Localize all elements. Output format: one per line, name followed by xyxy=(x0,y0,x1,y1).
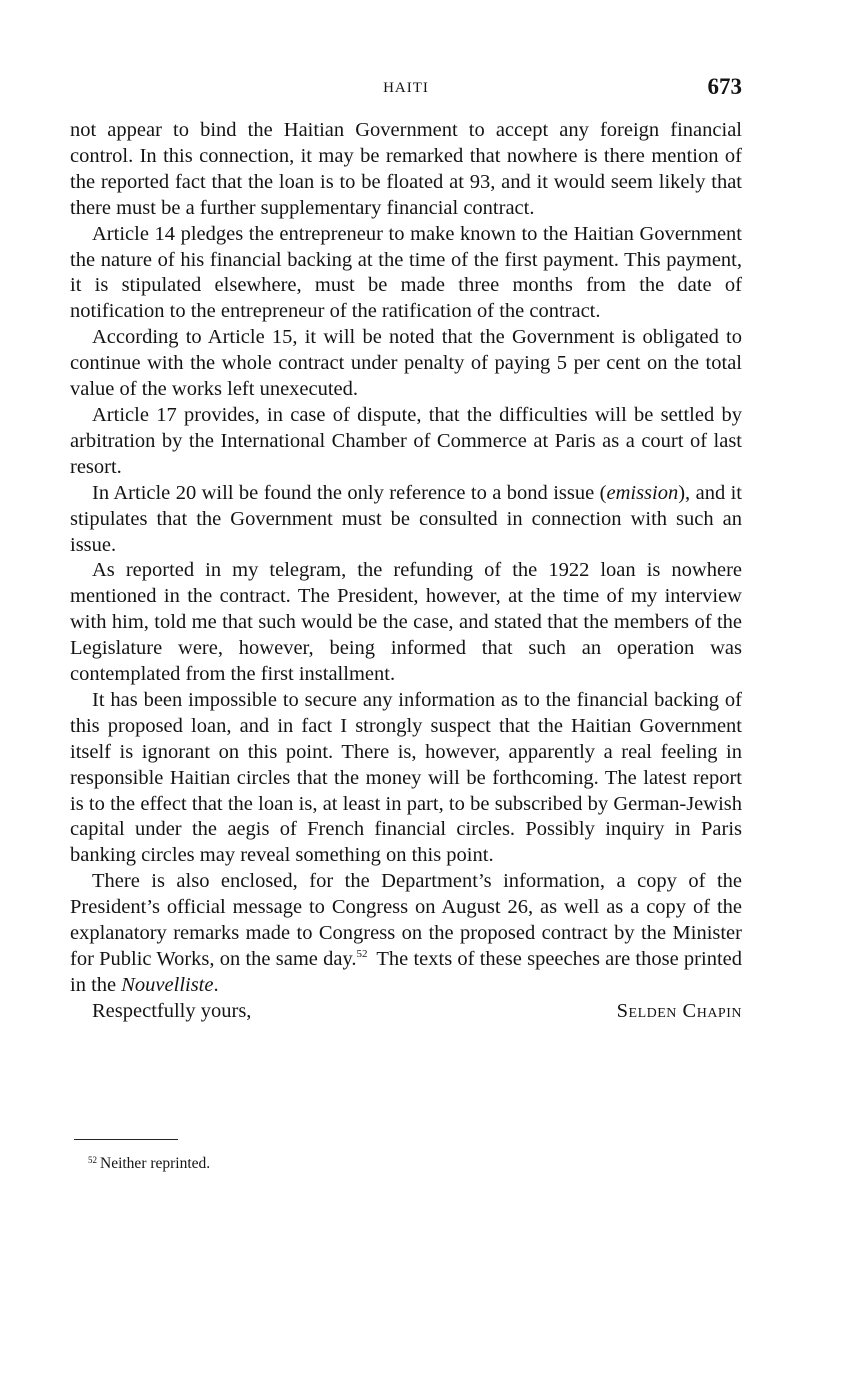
italic-term-emission: emission xyxy=(606,481,679,504)
closing-line xyxy=(70,999,742,1025)
paragraph-refunding: As reported in my telegram, the refunding of the 1922 loan is nowhere mentioned in the contract. The President, however, at the time of my interview with him, told me that such would be the case, and stated that the members of the Legislature were, however, being informed that such an operation was contemplated from the first installment. xyxy=(70,559,742,686)
body-text xyxy=(70,118,742,1025)
paragraph-article-20-text-end: ), and it stipulates that the Government must be consulted in connection with such an issue. xyxy=(70,481,742,556)
paragraph-article-20-text: In Article 20 will be found the only reference to a bond issue ( xyxy=(92,481,607,504)
footnote-divider xyxy=(74,1139,178,1140)
paragraph-enclosures xyxy=(70,869,742,999)
italic-title-nouvelliste: Nouvelliste xyxy=(121,973,214,996)
paragraph-enclosures-text-end: . xyxy=(213,973,219,996)
paragraph-continued: not appear to bind the Haitian Government to accept any foreign financial control. In this connection, it may be remarked that nowhere is there mention of the reported fact that the loan is to be floated at 93, and it would seem likely that there must be a further supplementary financial contract. xyxy=(70,119,742,219)
paragraph-enclosures-text: There is also enclosed, for the Department’s information, a copy of the President’s official message to Congress on August 26, as well as a copy of the explanatory remarks made to Congress on the proposed contract by the Minister for Public Works, on the same day. xyxy=(70,870,742,970)
paragraph-article-15: According to Article 15, it will be noted that the Government is obligated to continue with the whole contract under penalty of paying 5 per cent on the total value of the works left unexecuted. xyxy=(70,326,742,401)
paragraph-article-14: Article 14 pledges the entrepreneur to make known to the Haitian Government the nature of his financial backing at the time of the first payment. This payment, it is stipulated elsewhere, must be made three months from the date of notification to the entrepreneur of the ratification of the contract. xyxy=(70,222,742,323)
paragraph-article-17: Article 17 provides, in case of dispute, that the difficulties will be settled by arbitration by the International Chamber of Commerce at Paris as a court of last resort. xyxy=(70,403,742,478)
footnote xyxy=(88,1155,210,1173)
footnote-reference: 52 xyxy=(356,948,368,960)
footnote-marker: 52 xyxy=(88,1155,97,1165)
paragraph-financial-backing: It has been impossible to secure any information as to the financial backing of this proposed loan, and in fact I strongly suspect that the Haitian Government itself is ignorant on this point. There is, however, apparently a real feeling in responsible Haitian circles that the money will be forthcoming. The latest report is to the effect that the loan is, at least in part, to be subscribed by German-Jewish capital under the aegis of French financial circles. Possibly inquiry in Paris banking circles may reveal something on this point. xyxy=(70,688,742,867)
paragraph-enclosures-text-middle: The texts of these speeches are those printed in the xyxy=(70,948,742,996)
page-number: 673 xyxy=(707,74,742,99)
running-title: HAITI xyxy=(383,80,429,96)
running-head xyxy=(70,74,742,104)
signature: Selden Chapin xyxy=(616,999,742,1022)
paragraph-article-20 xyxy=(70,481,742,559)
footnote-text: Neither reprinted. xyxy=(100,1155,211,1172)
salutation: Respectfully yours, xyxy=(92,999,252,1022)
